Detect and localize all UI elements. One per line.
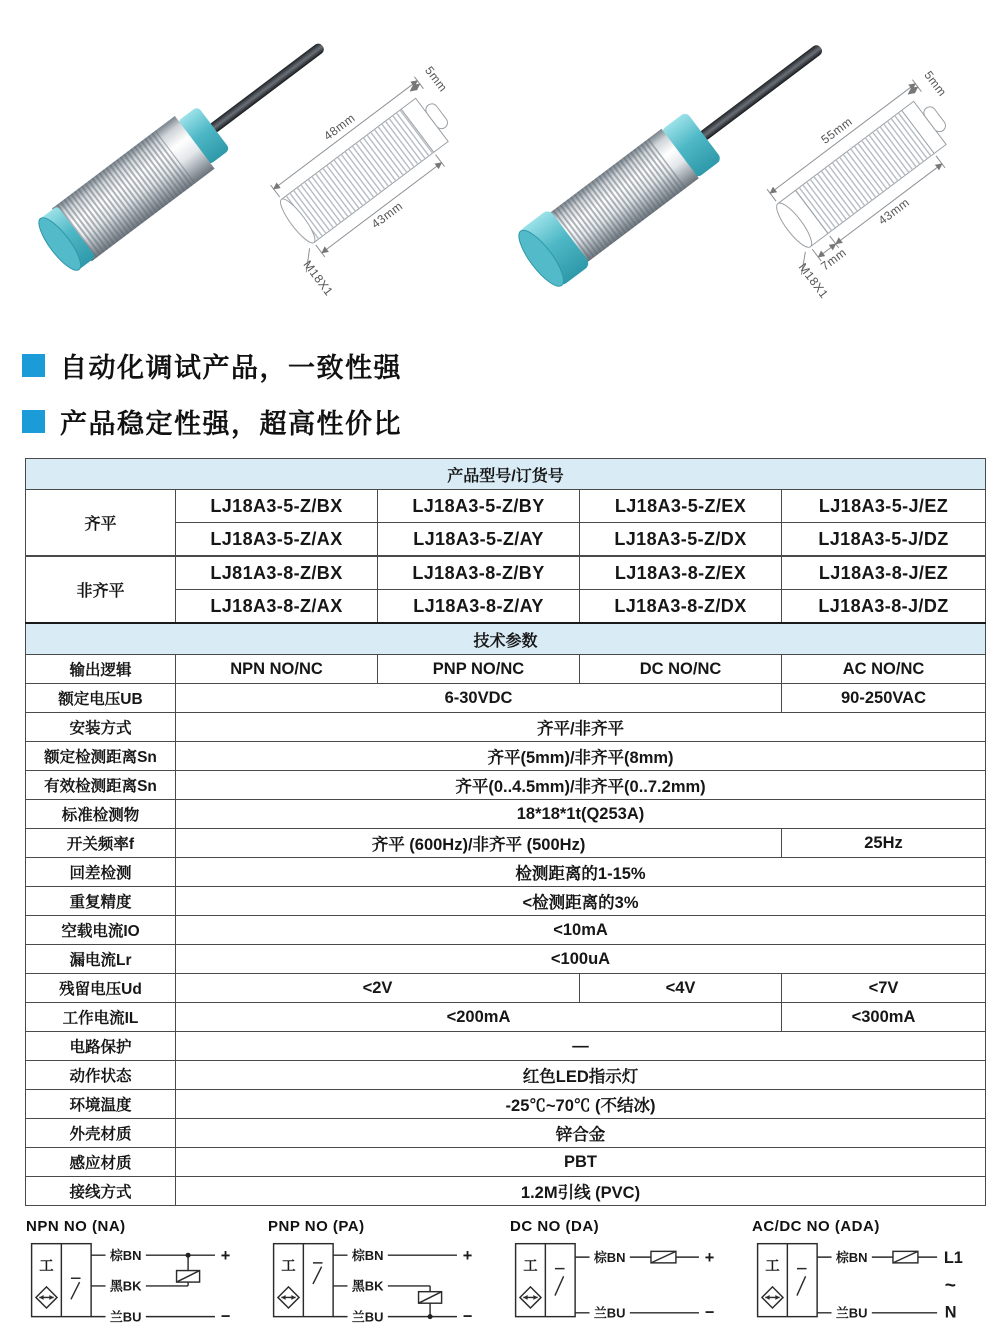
parameter-label: 额定电压UB: [26, 684, 176, 713]
parameter-label: 重复精度: [26, 887, 176, 916]
tech-table-header: 技术参数: [26, 623, 986, 655]
terminal-minus: −: [220, 1307, 231, 1326]
parameter-value: PBT: [176, 1148, 986, 1177]
terminal-plus: +: [220, 1246, 231, 1265]
dim-front: 7mm: [818, 245, 850, 274]
parameter-label: 回差检测: [26, 858, 176, 887]
terminal-minus: −: [462, 1307, 473, 1326]
wiring-schematic-pnp: [266, 1236, 502, 1332]
parameter-value: <2V: [176, 974, 580, 1003]
tech-row: [26, 887, 986, 916]
parameter-label: 开关频率f: [26, 829, 176, 858]
parameter-value: NPN NO/NC: [176, 655, 378, 684]
parameter-label: 输出逻辑: [26, 655, 176, 684]
specification-table: [25, 458, 986, 1206]
tech-row: [26, 858, 986, 887]
parameter-label: 额定检测距离Sn: [26, 742, 176, 771]
parameter-label: 空载电流IO: [26, 916, 176, 945]
tech-row: [26, 974, 986, 1003]
wiring-diagram-dc: [508, 1218, 744, 1332]
dim-tip: 5mm: [422, 63, 451, 95]
dim-total: 55mm: [818, 114, 856, 147]
tech-table-header-row: [26, 623, 986, 655]
wire-label-brown: 棕BN: [351, 1248, 384, 1263]
tech-row: [26, 742, 986, 771]
bullet-square-icon: [22, 410, 45, 433]
wiring-title: AC/DC NO (ADA): [752, 1218, 880, 1235]
wire-label-brown: 棕BN: [109, 1248, 142, 1263]
parameter-value: 90-250VAC: [782, 684, 986, 713]
parameter-value: DC NO/NC: [580, 655, 782, 684]
wire-label-blue: 兰BU: [593, 1305, 626, 1321]
tech-row: [26, 1148, 986, 1177]
tech-row: [26, 655, 986, 684]
parameter-value: 齐平/非齐平: [176, 713, 986, 742]
dim-thread-length: 43mm: [368, 198, 406, 232]
parameter-value: <100uA: [176, 945, 986, 974]
parameter-value: 齐平(0..4.5mm)/非齐平(0..7.2mm): [176, 771, 986, 800]
wiring-diagram-acdc: [750, 1218, 986, 1332]
parameter-value: 25Hz: [782, 829, 986, 858]
tech-row: [26, 684, 986, 713]
parameter-label: 残留电压Ud: [26, 974, 176, 1003]
model-number-cell: LJ18A3-5-J/DZ: [782, 523, 986, 557]
model-number-cell: LJ18A3-8-Z/BY: [378, 556, 580, 590]
parameter-label: 环境温度: [26, 1090, 176, 1119]
wire-label-blue: 兰BU: [835, 1305, 868, 1321]
tech-row: [26, 771, 986, 800]
tech-row: [26, 829, 986, 858]
parameter-label: 标准检测物: [26, 800, 176, 829]
model-number-cell: LJ18A3-5-Z/AY: [378, 523, 580, 557]
parameter-value: 6-30VDC: [176, 684, 782, 713]
terminal-n: N: [944, 1303, 957, 1322]
wiring-schematic-npn: [24, 1236, 260, 1332]
dim-thread-spec: M18X1: [300, 257, 337, 299]
sensor-symbol: 工: [39, 1258, 54, 1275]
parameter-value: <7V: [782, 974, 986, 1003]
sensor-symbol: 工: [523, 1258, 538, 1275]
model-number-cell: LJ18A3-5-Z/EX: [580, 490, 782, 523]
wire-label-blue: 兰BU: [109, 1309, 142, 1325]
parameter-value: —: [176, 1032, 986, 1061]
parameter-label: 接线方式: [26, 1177, 176, 1206]
terminal-ac-tilde: ~: [944, 1275, 957, 1297]
feature-text: 产品稳定性强，超高性价比: [60, 409, 402, 439]
parameter-value: <300mA: [782, 1003, 986, 1032]
model-number-cell: LJ18A3-8-Z/AX: [176, 590, 378, 624]
parameter-value: 齐平(5mm)/非齐平(8mm): [176, 742, 986, 771]
dimension-drawing: [243, 53, 500, 298]
sensor-photo: [511, 20, 841, 293]
wire-label-black: 黑BK: [109, 1278, 142, 1294]
parameter-value: 齐平 (600Hz)/非齐平 (500Hz): [176, 829, 782, 858]
feature-item: [22, 346, 1000, 385]
parameter-label: 感应材质: [26, 1148, 176, 1177]
model-number-cell: LJ18A3-8-J/DZ: [782, 590, 986, 624]
model-number-cell: LJ18A3-8-Z/AY: [378, 590, 580, 624]
mount-type-label: 非齐平: [26, 556, 176, 623]
model-number-cell: LJ18A3-5-J/EZ: [782, 490, 986, 523]
parameter-label: 安装方式: [26, 713, 176, 742]
parameter-value: 1.2M引线 (PVC): [176, 1177, 986, 1206]
dim-tip: 5mm: [921, 68, 950, 100]
product-images-row: [0, 0, 1000, 316]
terminal-minus: −: [704, 1303, 715, 1322]
dimension-drawing: [740, 56, 1000, 301]
model-row: [26, 490, 986, 523]
tech-row: [26, 1119, 986, 1148]
wiring-diagrams-row: [0, 1206, 1000, 1332]
terminal-l1: L1: [943, 1248, 963, 1267]
wire-label-black: 黑BK: [351, 1278, 384, 1294]
parameter-label: 有效检测距离Sn: [26, 771, 176, 800]
terminal-plus: +: [704, 1248, 715, 1267]
tech-row: [26, 1003, 986, 1032]
parameter-label: 外壳材质: [26, 1119, 176, 1148]
parameter-value: <200mA: [176, 1003, 782, 1032]
model-number-cell: LJ18A3-8-J/EZ: [782, 556, 986, 590]
model-number-cell: LJ18A3-8-Z/DX: [580, 590, 782, 624]
tech-row: [26, 1177, 986, 1206]
parameter-value: <4V: [580, 974, 782, 1003]
tech-row: [26, 800, 986, 829]
model-number-cell: LJ18A3-5-Z/AX: [176, 523, 378, 557]
model-table-header-row: [26, 459, 986, 490]
model-number-cell: LJ18A3-8-Z/EX: [580, 556, 782, 590]
model-number-cell: LJ18A3-5-Z/DX: [580, 523, 782, 557]
terminal-plus: +: [462, 1246, 473, 1265]
parameter-value: 检测距离的1-15%: [176, 858, 986, 887]
parameter-value: 锌合金: [176, 1119, 986, 1148]
tech-row: [26, 1090, 986, 1119]
model-number-cell: LJ18A3-5-Z/BY: [378, 490, 580, 523]
feature-item: [22, 402, 1000, 441]
wiring-schematic-acdc: [750, 1236, 986, 1332]
wire-label-brown: 棕BN: [835, 1249, 868, 1265]
sensor-symbol: 工: [765, 1258, 780, 1275]
parameter-value: AC NO/NC: [782, 655, 986, 684]
wiring-schematic-dc: [508, 1236, 744, 1332]
feature-list: [0, 316, 1000, 441]
bullet-square-icon: [22, 354, 45, 377]
tech-row: [26, 1032, 986, 1061]
flush-sensor-illustration: [0, 8, 500, 308]
mount-type-label: 齐平: [26, 490, 176, 557]
parameter-value: 18*18*1t(Q253A): [176, 800, 986, 829]
feature-text: 自动化调试产品，一致性强: [60, 353, 402, 383]
tech-row: [26, 713, 986, 742]
dim-thread-spec: M18X1: [795, 260, 832, 302]
wiring-title: DC NO (DA): [510, 1218, 600, 1235]
dim-total: 48mm: [321, 110, 358, 144]
tech-row: [26, 1061, 986, 1090]
wiring-diagram-pnp: [266, 1218, 502, 1332]
model-table-header: 产品型号/订货号: [26, 459, 986, 490]
product-flush: [0, 8, 500, 308]
dim-thread-length: 43mm: [875, 195, 913, 228]
model-row: [26, 556, 986, 590]
parameter-value: -25℃~70℃ (不结冰): [176, 1090, 986, 1119]
wire-label-brown: 棕BN: [593, 1249, 626, 1265]
sensor-symbol: 工: [281, 1258, 296, 1275]
wire-label-blue: 兰BU: [351, 1309, 384, 1325]
model-number-cell: LJ81A3-8-Z/BX: [176, 556, 378, 590]
parameter-value: PNP NO/NC: [378, 655, 580, 684]
tech-row: [26, 945, 986, 974]
wiring-diagram-npn: [24, 1218, 260, 1332]
parameter-label: 动作状态: [26, 1061, 176, 1090]
parameter-label: 电路保护: [26, 1032, 176, 1061]
wiring-title: PNP NO (PA): [268, 1218, 365, 1235]
parameter-label: 漏电流Lr: [26, 945, 176, 974]
parameter-value: <检测距离的3%: [176, 887, 986, 916]
parameter-value: 红色LED指示灯: [176, 1061, 986, 1090]
parameter-value: <10mA: [176, 916, 986, 945]
parameter-label: 工作电流IL: [26, 1003, 176, 1032]
product-non-flush: [500, 8, 1000, 308]
non-flush-sensor-illustration: [500, 8, 1000, 308]
sensor-photo: [32, 20, 342, 277]
wiring-title: NPN NO (NA): [26, 1218, 126, 1235]
model-number-cell: LJ18A3-5-Z/BX: [176, 490, 378, 523]
tech-row: [26, 916, 986, 945]
